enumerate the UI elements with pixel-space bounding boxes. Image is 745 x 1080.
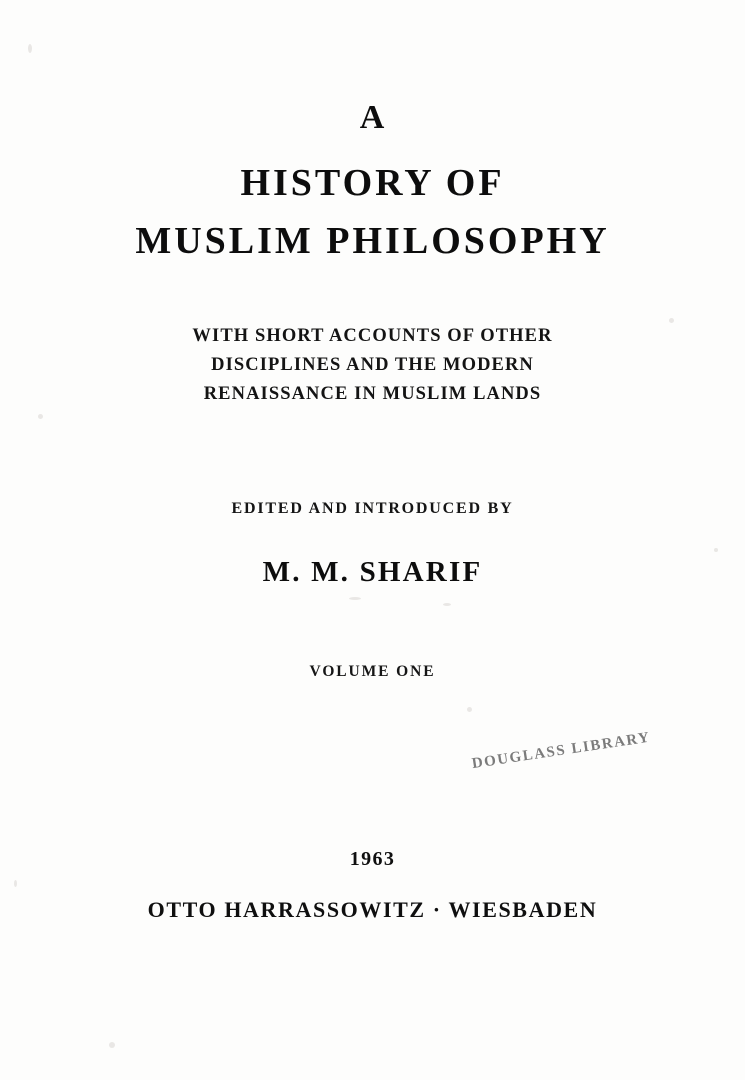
- scan-speck: [38, 414, 43, 419]
- scan-speck: [349, 597, 361, 600]
- scan-speck: [467, 707, 472, 712]
- subtitle-line-1: WITH SHORT ACCOUNTS OF OTHER: [192, 326, 553, 346]
- editor-label: EDITED AND INTRODUCED BY: [231, 500, 514, 517]
- library-stamp: DOUGLASS LIBRARY: [470, 729, 652, 773]
- book-subtitle: [0, 322, 745, 409]
- scan-speck: [28, 44, 32, 53]
- title-line-3: MUSLIM PHILOSOPHY: [135, 220, 610, 262]
- publication-year: 1963: [349, 848, 396, 870]
- scan-speck: [109, 1042, 115, 1048]
- editor-credit: [0, 500, 745, 589]
- publisher-name: OTTO HARRASSOWITZ · WIESBADEN: [147, 897, 598, 922]
- subtitle-line-2: DISCIPLINES AND THE MODERN: [211, 355, 534, 375]
- imprint: [0, 848, 745, 923]
- scan-speck: [443, 603, 451, 606]
- volume-statement: [0, 663, 745, 681]
- subtitle-line-3: RENAISSANCE IN MUSLIM LANDS: [203, 384, 542, 404]
- book-title: [0, 96, 745, 270]
- title-line-2: HISTORY OF: [240, 162, 505, 204]
- title-line-1: A: [359, 99, 386, 136]
- volume-text: VOLUME ONE: [309, 663, 436, 680]
- editor-name: M. M. SHARIF: [262, 556, 483, 588]
